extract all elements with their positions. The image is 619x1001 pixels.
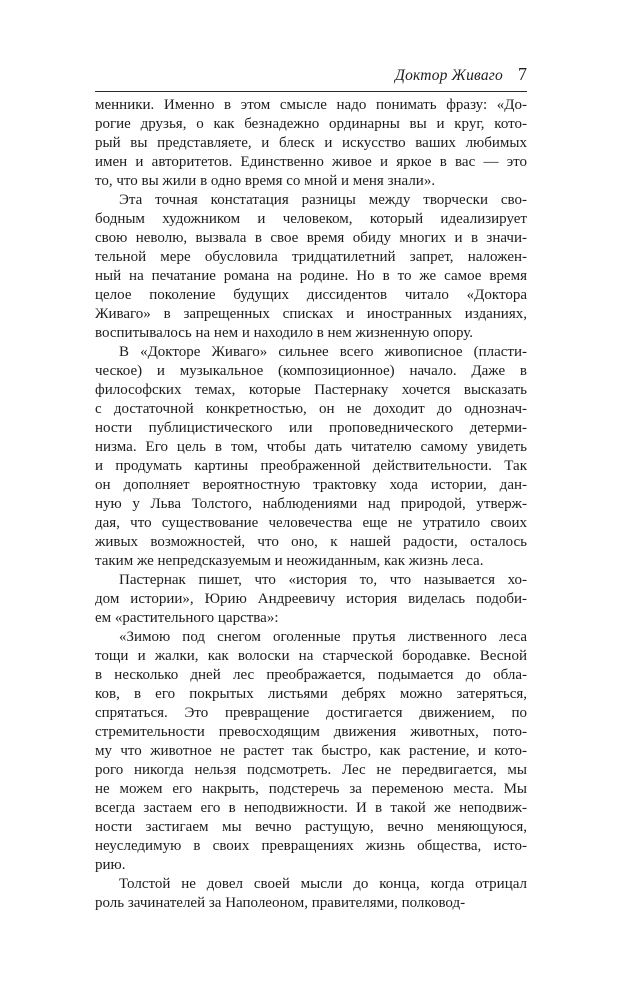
text-line: таким же непредсказуемым и неожиданным, как жизнь леса. [95, 553, 484, 569]
text-line: спрятаться. Это превращение достигается движением, по [95, 705, 527, 721]
page-number: 7 [518, 64, 527, 84]
text-line: ности застигаем мы вечно растущую, вечно меняющуюся, [95, 819, 527, 835]
text-line: ем «растительного царства»: [95, 610, 279, 626]
running-title: Доктор Живаго [395, 67, 503, 84]
body-text [95, 96, 527, 913]
text-line: то, что вы жили в одно время со мной и меня знали». [95, 173, 436, 189]
text-line: Пастернак пишет, что «история то, что называется хо- [119, 572, 527, 588]
paragraph [95, 628, 527, 875]
paragraph [95, 571, 527, 628]
text-line: ную у Льва Толстого, наблюдениями над природой, утверж- [95, 496, 527, 512]
text-line: Толстой не довел своей мысли до конца, когда отрицал [119, 876, 527, 892]
text-line: Живаго» в запрещенных списках и иностранных изданиях, [95, 306, 527, 322]
text-line: он дополняет вероятностную трактовку хода истории, дан- [95, 477, 527, 493]
text-line: му что животное не растет так быстро, как растение, и кото- [95, 743, 527, 759]
text-line: тельной мере обусловила тридцатилетний запрет, наложен- [95, 249, 527, 265]
text-line: не можем его накрыть, подстеречь за переменою места. Мы [95, 781, 527, 797]
text-line: дая, что существование человечества еще не утратило своих [95, 515, 527, 531]
text-line: философских темах, которые Пастернаку хочется высказать [95, 382, 527, 398]
text-line: рый вы представляете, и блеск и искусство ваших любимых [95, 135, 527, 151]
text-line: воспитывалось на нем и находило в нем жизненную опору. [95, 325, 474, 341]
paragraph [95, 191, 527, 343]
text-line: ный на печатание романа на родине. Но в то же самое время [95, 268, 527, 284]
text-line: В «Докторе Живаго» сильнее всего живописное (пласти- [119, 344, 527, 360]
text-line: бодным художником и человеком, который идеализирует [95, 211, 527, 227]
text-line: роль зачинателей за Наполеоном, правителями, полковод- [95, 895, 466, 911]
text-line: ков, в его покрытых листьями дебрях можно затеряться, [95, 686, 527, 702]
text-line: с достаточной конкретностью, он не доходит до однознач- [95, 401, 527, 417]
text-line: целое поколение будущих диссидентов читало «Доктора [95, 287, 527, 303]
text-line: имен и авторитетов. Единственно живое и яркое в вас — это [95, 154, 527, 170]
text-line: стремительности превосходящим движения животных, пото- [95, 724, 527, 740]
text-line: неуследимую в своих превращениях жизнь общества, исто- [95, 838, 527, 854]
header-rule [95, 91, 527, 92]
paragraph [95, 96, 527, 191]
text-line: и продумать картины преображенной действительности. Так [95, 458, 527, 474]
text-line: «Зимою под снегом оголенные прутья лиственного леса [119, 629, 527, 645]
paragraph [95, 343, 527, 571]
text-line: низма. Его цель в том, чтобы дать читателю самому увидеть [95, 439, 527, 455]
text-line: рого никогда нельзя подсмотреть. Лес не передвигается, мы [95, 762, 527, 778]
text-line: дом истории», Юрию Андреевичу история виделась подоби- [95, 591, 527, 607]
paragraph [95, 875, 527, 913]
text-line: живых возможностей, что оно, к нашей радости, осталось [95, 534, 527, 550]
text-line: Эта точная констатация разницы между творчески сво- [119, 192, 527, 208]
text-line: тощи и жалки, как волоски на старческой бородавке. Весной [95, 648, 527, 664]
text-line: в несколько дней лес преображается, подымается до обла- [95, 667, 527, 683]
text-line: ности публицистического или проповеднического детерми- [95, 420, 527, 436]
text-line: свою неволю, вызвала в свое время обиду многих и в значи- [95, 230, 527, 246]
text-line: рию. [95, 857, 126, 873]
page-header [95, 64, 527, 88]
text-line: рогие друзья, о как безнадежно ординарны вы и круг, кото- [95, 116, 527, 132]
text-line: всегда застаем его в неподвижности. И в такой же неподвиж- [95, 800, 527, 816]
text-line: ческое) и музыкальное (композиционное) начало. Даже в [95, 363, 527, 379]
text-line: менники. Именно в этом смысле надо понимать фразу: «До- [95, 97, 527, 113]
